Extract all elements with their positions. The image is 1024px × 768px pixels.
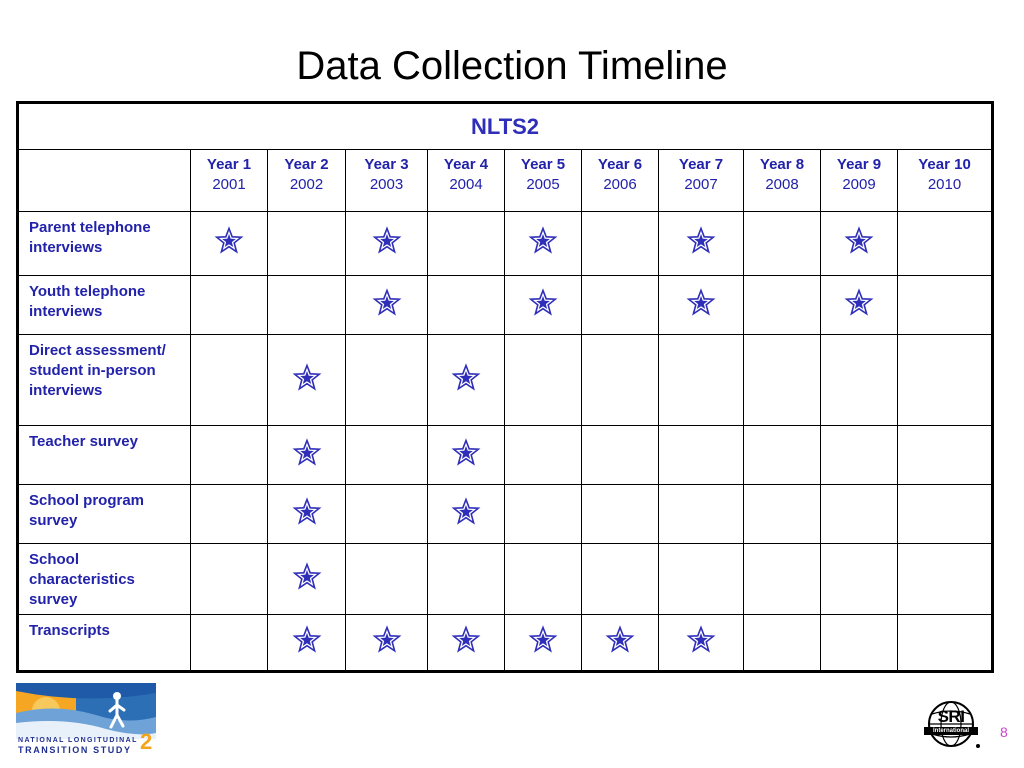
timeline-cell: [821, 426, 898, 485]
year-value: 2005: [526, 176, 560, 193]
timeline-cell: [898, 426, 993, 485]
timeline-cell: [268, 615, 346, 672]
activity-label: School characteristics survey: [18, 544, 191, 615]
star-icon: [451, 625, 481, 655]
year-value: 2008: [765, 176, 799, 193]
timeline-cell: [428, 426, 505, 485]
year-header-cell: [744, 150, 821, 212]
timeline-cell: [191, 615, 268, 672]
corner-cell: [18, 150, 191, 212]
star-icon: [686, 625, 716, 655]
timeline-cell: [268, 276, 346, 335]
star-icon: [372, 625, 402, 655]
timeline-cell: [821, 615, 898, 672]
year-label: Year 5: [520, 156, 566, 173]
timeline-cell: [582, 335, 659, 426]
timeline-cell: [505, 276, 582, 335]
table-row: [18, 615, 993, 672]
timeline-cell: [346, 426, 428, 485]
timeline-cell: [191, 212, 268, 276]
star-icon: [451, 497, 481, 527]
timeline-cell: [821, 335, 898, 426]
star-icon: [372, 288, 402, 318]
table-row: [18, 426, 993, 485]
star-icon: [372, 226, 402, 256]
nlts2-logo: [16, 683, 156, 755]
year-label: Year 10: [918, 156, 971, 173]
timeline-cell: [821, 276, 898, 335]
year-header-cell: [659, 150, 744, 212]
timeline-cell: [346, 276, 428, 335]
timeline-cell: [821, 212, 898, 276]
year-label: Year 2: [284, 156, 329, 173]
table-row: [18, 335, 993, 426]
year-header-cell: [268, 150, 346, 212]
timeline-cell: [744, 276, 821, 335]
timeline-cell: [346, 544, 428, 615]
timeline-cell: [346, 615, 428, 672]
activity-label: School program survey: [18, 485, 191, 544]
timeline-cell: [898, 544, 993, 615]
timeline-cell: [191, 335, 268, 426]
timeline-cell: [582, 276, 659, 335]
year-header-cell: [821, 150, 898, 212]
timeline-cell: [744, 335, 821, 426]
timeline-cell: [659, 544, 744, 615]
star-icon: [292, 438, 322, 468]
year-header-cell: [898, 150, 993, 212]
table-row: [18, 276, 993, 335]
nlts2-logo-graphic: [16, 683, 156, 739]
star-icon: [686, 226, 716, 256]
year-value: 2007: [684, 176, 718, 193]
timeline-cell: [505, 212, 582, 276]
year-header-cell: [428, 150, 505, 212]
star-icon: [214, 226, 244, 256]
timeline-cell: [191, 276, 268, 335]
timeline-cell: [505, 615, 582, 672]
slide-title: Data Collection Timeline: [296, 44, 728, 88]
star-icon: [292, 625, 322, 655]
year-label: Year 9: [836, 156, 882, 173]
timeline-cell: [744, 212, 821, 276]
sri-logo-subtext: International: [924, 727, 978, 735]
year-header-cell: [505, 150, 582, 212]
year-header-cell: [191, 150, 268, 212]
timeline-cell: [505, 485, 582, 544]
timeline-cell: [428, 335, 505, 426]
star-icon: [451, 363, 481, 393]
year-value: 2010: [927, 176, 962, 193]
year-header-cell: [582, 150, 659, 212]
year-value: 2004: [449, 176, 483, 193]
year-label: Year 4: [443, 156, 489, 173]
timeline-cell: [582, 212, 659, 276]
activity-label: Youth telephone interviews: [18, 276, 191, 335]
year-header-cell: [346, 150, 428, 212]
year-value: 2003: [369, 176, 404, 193]
sri-logo-text: SRI: [937, 707, 965, 726]
year-label: Year 3: [364, 156, 409, 173]
nlts2-logo-line2: TRANSITION STUDY: [18, 745, 132, 755]
timeline-cell: [346, 335, 428, 426]
table-row: [18, 544, 993, 615]
timeline-cell: [268, 212, 346, 276]
star-icon: [528, 625, 558, 655]
timeline-cell: [346, 212, 428, 276]
year-label: Year 7: [678, 156, 724, 173]
page-number: 8: [1000, 724, 1008, 740]
timeline-cell: [659, 212, 744, 276]
timeline-cell: [191, 426, 268, 485]
timeline-cell: [505, 426, 582, 485]
timeline-table: [16, 101, 994, 673]
timeline-cell: [744, 485, 821, 544]
nlts2-logo-digit: 2: [140, 729, 153, 754]
table-row: [18, 485, 993, 544]
year-value: 2006: [603, 176, 637, 193]
activity-label: Direct assessment/ student in-person interviews: [18, 335, 191, 426]
star-icon: [528, 226, 558, 256]
timeline-cell: [505, 335, 582, 426]
timeline-cell: [428, 615, 505, 672]
timeline-cell: [191, 485, 268, 544]
year-label: Year 1: [206, 156, 252, 173]
timeline-cell: [346, 485, 428, 544]
timeline-cell: [505, 544, 582, 615]
timeline-cell: [428, 544, 505, 615]
star-icon: [292, 497, 322, 527]
timeline-cell: [428, 212, 505, 276]
timeline-cell: [744, 615, 821, 672]
star-icon: [844, 226, 874, 256]
timeline-cell: [582, 426, 659, 485]
timeline-cell: [744, 426, 821, 485]
timeline-cell: [898, 276, 993, 335]
timeline-cell: [659, 485, 744, 544]
timeline-cell: [268, 544, 346, 615]
timeline-cell: [268, 335, 346, 426]
star-icon: [686, 288, 716, 318]
program-name: NLTS2: [18, 103, 993, 150]
timeline-cell: [582, 544, 659, 615]
year-value: 2002: [289, 176, 324, 193]
activity-label: Transcripts: [18, 615, 191, 672]
star-icon: [292, 562, 322, 592]
activity-label: Parent telephone interviews: [18, 212, 191, 276]
timeline-cell: [659, 276, 744, 335]
star-icon: [605, 625, 635, 655]
timeline-cell: [898, 485, 993, 544]
timeline-cell: [744, 544, 821, 615]
star-icon: [292, 363, 322, 393]
timeline-cell: [428, 276, 505, 335]
timeline-cell: [898, 212, 993, 276]
timeline-cell: [659, 335, 744, 426]
year-value: 2009: [842, 176, 876, 193]
star-icon: [528, 288, 558, 318]
timeline-cell: [898, 335, 993, 426]
timeline-cell: [821, 485, 898, 544]
activity-label: Teacher survey: [18, 426, 191, 485]
sri-logo: [918, 700, 984, 752]
year-header-row: [18, 150, 993, 212]
timeline-cell: [821, 544, 898, 615]
timeline-cell: [659, 426, 744, 485]
timeline-cell: [428, 485, 505, 544]
table-row: [18, 212, 993, 276]
timeline-cell: [268, 485, 346, 544]
timeline-cell: [582, 615, 659, 672]
timeline-cell: [582, 485, 659, 544]
year-label: Year 6: [597, 156, 643, 173]
star-icon: [844, 288, 874, 318]
nlts2-logo-line1: NATIONAL LONGITUDINAL: [18, 737, 138, 744]
timeline-cell: [268, 426, 346, 485]
year-label: Year 8: [759, 156, 805, 173]
timeline-cell: [191, 544, 268, 615]
year-value: 2001: [212, 176, 246, 193]
program-header-row: [18, 103, 993, 150]
timeline-cell: [659, 615, 744, 672]
star-icon: [451, 438, 481, 468]
timeline-cell: [898, 615, 993, 672]
